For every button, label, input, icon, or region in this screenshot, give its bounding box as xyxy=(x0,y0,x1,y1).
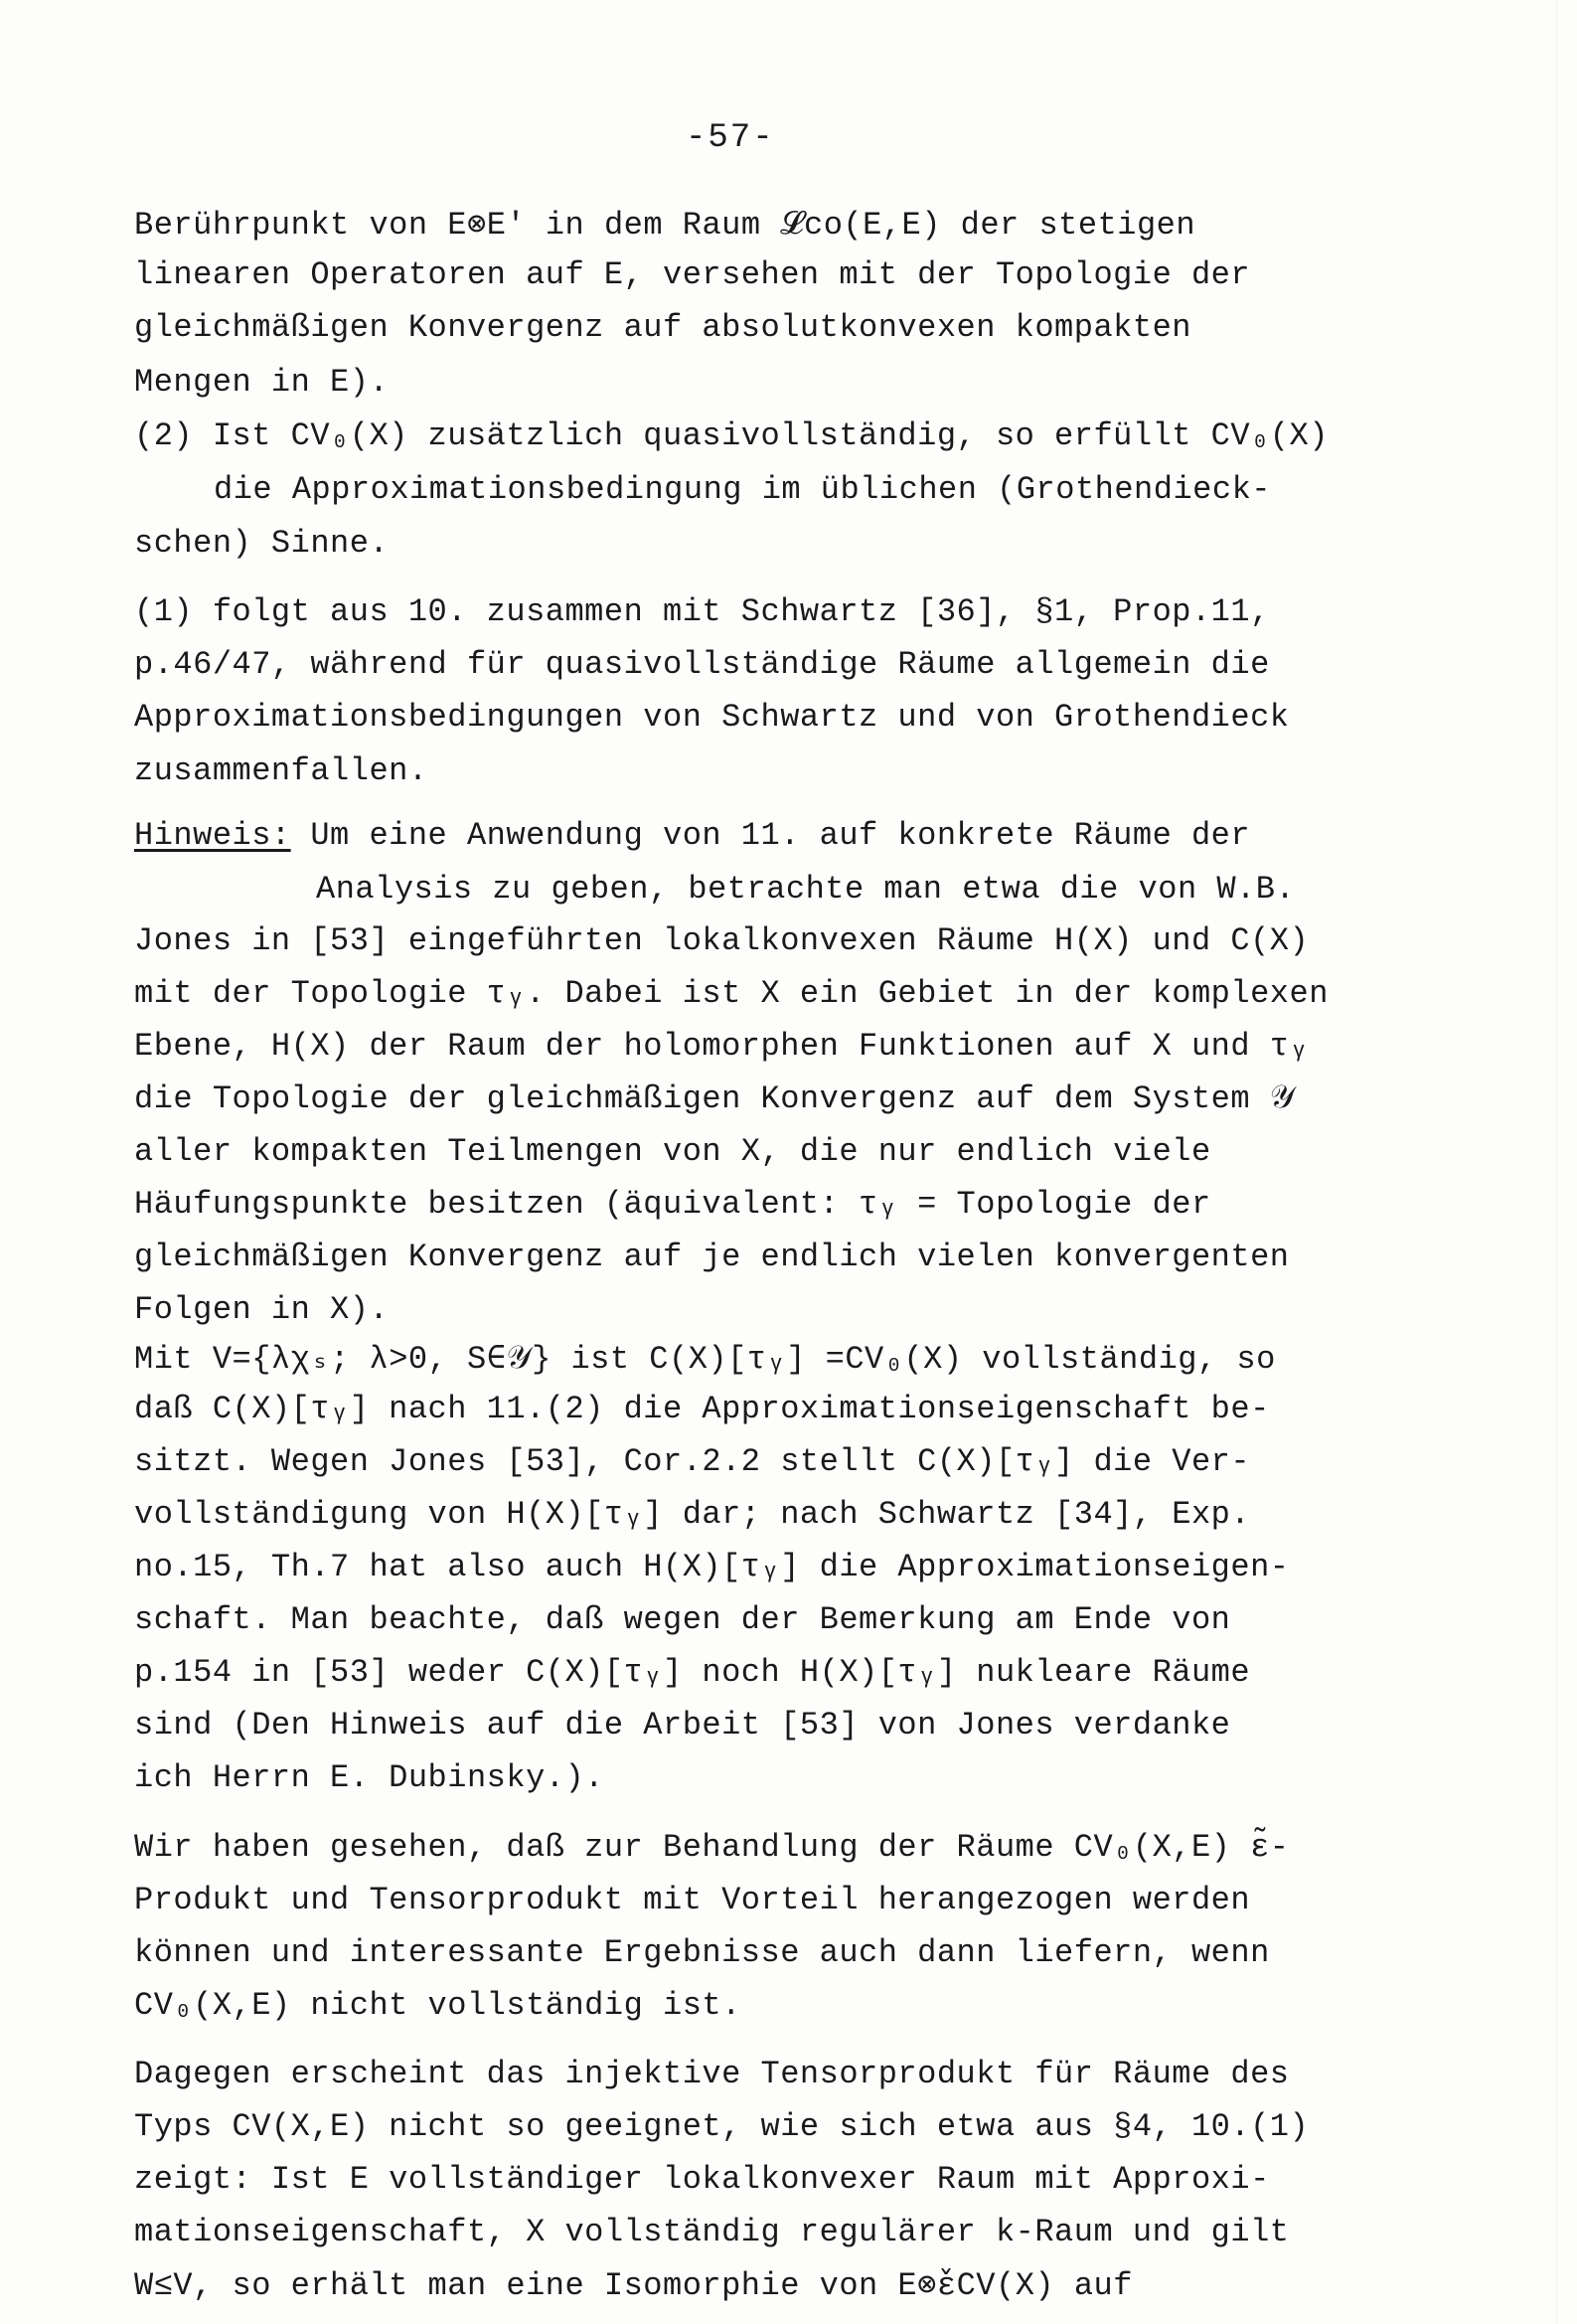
text-line: Jones in [53] eingeführten lokalkonvexen Räume H(X) und C(X) xyxy=(134,922,1310,959)
text-line: sind (Den Hinweis auf die Arbeit [53] von Jones verdanke xyxy=(134,1707,1231,1743)
text-line: p.154 in [53] weder C(X)[τᵧ] noch H(X)[τᵧ] nukleare Räume xyxy=(134,1654,1251,1691)
text-line: die Topologie der gleichmäßigen Konvergenz auf dem System 𝒴 xyxy=(134,1080,1296,1117)
text-line: Berührpunkt von E⊗E' in dem Raum 𝓛co(E,E) der stetigen xyxy=(134,207,1196,244)
text-line: W≤V, so erhält man eine Isomorphie von E⊗̌εCV(X) auf xyxy=(134,2267,1133,2304)
text-line: gleichmäßigen Konvergenz auf absolutkonvexen kompakten xyxy=(134,309,1191,346)
text-line: aller kompakten Teilmengen von X, die nur endlich viele xyxy=(134,1133,1211,1170)
text-line: Analysis zu geben, betrachte man etwa die von W.B. xyxy=(316,871,1296,908)
text-line: schen) Sinne. xyxy=(134,525,390,562)
text-line: gleichmäßigen Konvergenz auf je endlich vielen konvergenten xyxy=(134,1239,1290,1275)
text-line: no.15, Th.7 hat also auch H(X)[τᵧ] die Approximationseigen- xyxy=(134,1549,1290,1585)
text-line: (2) Ist CV₀(X) zusätzlich quasivollständig, so erfüllt CV₀(X) xyxy=(134,417,1329,454)
text-line: Dagegen erscheint das injektive Tensorprodukt für Räume des xyxy=(134,2056,1290,2092)
text-line: zusammenfallen. xyxy=(134,752,428,789)
text-line: Ebene, H(X) der Raum der holomorphen Funktionen auf X und τᵧ xyxy=(134,1028,1310,1065)
page-edge-line xyxy=(1556,0,1557,2324)
page-number: -57- xyxy=(686,119,775,157)
text-line: mit der Topologie τᵧ. Dabei ist X ein Gebiet in der komplexen xyxy=(134,975,1329,1012)
text-line: (1) folgt aus 10. zusammen mit Schwartz [36], §1, Prop.11, xyxy=(134,593,1270,630)
text-line: Häufungspunkte besitzen (äquivalent: τᵧ = Topologie der xyxy=(134,1186,1211,1223)
text-line: mationseigenschaft, X vollständig regulärer k-Raum und gilt xyxy=(134,2214,1290,2250)
text-line: Mengen in E). xyxy=(134,364,390,401)
text-line: die Approximationsbedingung im üblichen (Grothendieck- xyxy=(214,471,1271,508)
hinweis-label: Hinweis: xyxy=(134,817,291,854)
text-line: zeigt: Ist E vollständiger lokalkonvexer Raum mit Approxi- xyxy=(134,2161,1270,2198)
text-line: vollständigung von H(X)[τᵧ] dar; nach Schwartz [34], Exp. xyxy=(134,1496,1251,1533)
text-line: linearen Operatoren auf E, versehen mit der Topologie der xyxy=(134,256,1251,293)
text-line: Produkt und Tensorprodukt mit Vorteil herangezogen werden xyxy=(134,1882,1251,1918)
text-line: CV₀(X,E) nicht vollständig ist. xyxy=(134,1987,741,2024)
text-line: Approximationsbedingungen von Schwartz und von Grothendieck xyxy=(134,699,1290,736)
text-line: Wir haben gesehen, daß zur Behandlung der Räume CV₀(X,E) ε̃- xyxy=(134,1829,1290,1866)
text-line: Typs CV(X,E) nicht so geeignet, wie sich etwa aus §4, 10.(1) xyxy=(134,2108,1310,2145)
text-line: p.46/47, während für quasivollständige Räume allgemein die xyxy=(134,646,1270,683)
text-line: ich Herrn E. Dubinsky.). xyxy=(134,1759,604,1796)
text-line: schaft. Man beachte, daß wegen der Bemerkung am Ende von xyxy=(134,1601,1231,1638)
hinweis-text: Um eine Anwendung von 11. auf konkrete Räume der xyxy=(290,817,1251,854)
text-line: sitzt. Wegen Jones [53], Cor.2.2 stellt C(X)[τᵧ] die Ver- xyxy=(134,1443,1251,1480)
text-line: Mit V={λχₛ; λ>0, S∈𝒴} ist C(X)[τᵧ] =CV₀(X) vollständig, so xyxy=(134,1341,1276,1378)
hinweis-line xyxy=(134,817,1250,854)
text-line: können und interessante Ergebnisse auch dann liefern, wenn xyxy=(134,1934,1270,1971)
text-line: daß C(X)[τᵧ] nach 11.(2) die Approximationseigenschaft be- xyxy=(134,1391,1270,1427)
text-line: Folgen in X). xyxy=(134,1291,390,1328)
